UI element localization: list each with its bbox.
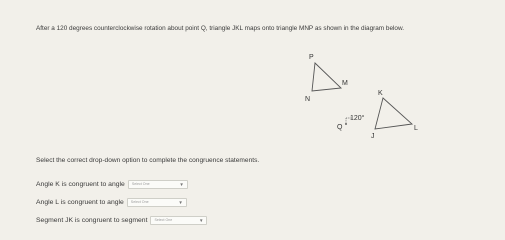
chevron-down-icon: ▼ xyxy=(179,181,184,187)
question-prompt: After a 120 degrees counterclockwise rotation about point Q, triangle JKL maps onto triangle MNP as shown in the diagram below. xyxy=(36,25,405,32)
triangle-mnp xyxy=(312,63,341,91)
label-j: J xyxy=(371,133,375,140)
dropdown-placeholder: Select One xyxy=(131,182,150,186)
label-l: L xyxy=(414,125,418,132)
statement-text: Angle L is congruent to angle xyxy=(36,198,124,206)
label-k: K xyxy=(378,90,383,97)
instruction-text: Select the correct drop-down option to complete the congruence statements. xyxy=(36,157,260,164)
answer-dropdown-3[interactable] xyxy=(150,216,207,225)
center-point-q xyxy=(345,123,347,125)
dropdown-placeholder: Select One xyxy=(130,200,149,204)
angle-label: 120° xyxy=(350,115,365,122)
chevron-down-icon: ▼ xyxy=(199,217,204,223)
label-m: M xyxy=(342,80,348,87)
label-p: P xyxy=(309,54,314,61)
answer-dropdown-1[interactable] xyxy=(128,180,188,189)
statement-row-2 xyxy=(36,196,187,208)
statement-row-3 xyxy=(36,214,207,226)
statement-text: Angle K is congruent to angle xyxy=(36,180,125,188)
answer-dropdown-2[interactable] xyxy=(127,198,187,207)
statement-row-1 xyxy=(36,178,188,190)
triangle-jkl xyxy=(375,98,412,129)
statement-text: Segment JK is congruent to segment xyxy=(36,216,148,224)
label-n: N xyxy=(305,96,311,103)
label-q: Q xyxy=(337,124,343,131)
chevron-down-icon: ▼ xyxy=(178,199,183,205)
dropdown-placeholder: Select One xyxy=(154,218,173,222)
